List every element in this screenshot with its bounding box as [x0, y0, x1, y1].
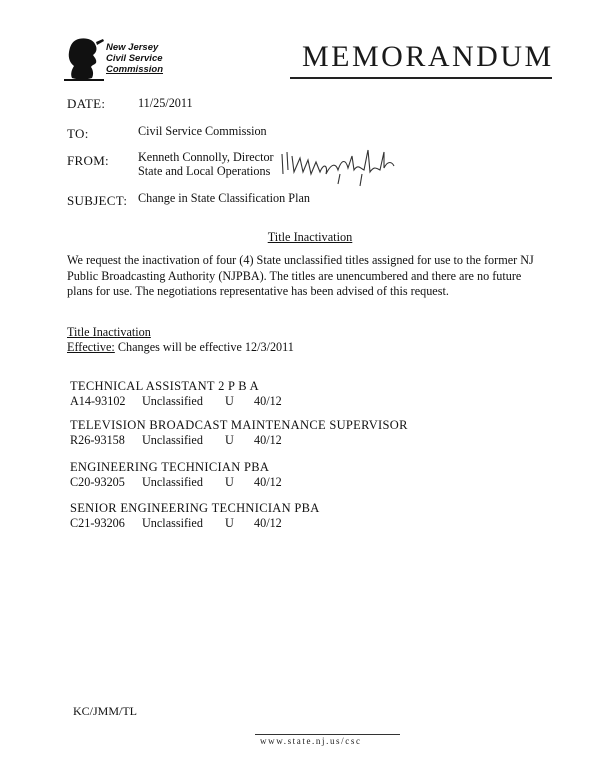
date-label: DATE:	[67, 96, 106, 111]
title-name-4: SENIOR ENGINEERING TECHNICIAN PBA	[70, 501, 320, 515]
title-hours: 40/12	[254, 516, 282, 530]
title-code: C20-93205	[70, 475, 125, 489]
subject-value: Change in State Classification Plan	[138, 191, 310, 205]
author-initials: KC/JMM/TL	[73, 704, 138, 718]
title-type: U	[225, 516, 234, 530]
from-line-2: State and Local Operations	[138, 164, 271, 178]
title-type: U	[225, 475, 234, 489]
title-name-3: ENGINEERING TECHNICIAN PBA	[70, 460, 270, 474]
title-name-1: TECHNICAL ASSISTANT 2 P B A	[70, 379, 259, 393]
to-value: Civil Service Commission	[138, 124, 267, 138]
effective-heading: Title Inactivation	[67, 325, 151, 339]
document-title: MEMORANDUM	[302, 40, 554, 73]
title-class: Unclassified	[142, 394, 203, 408]
from-line-1: Kenneth Connolly, Director	[138, 150, 274, 164]
title-name-2: TELEVISION BROADCAST MAINTENANCE SUPERVISOR	[70, 418, 408, 432]
logo-line-3: Commission	[106, 64, 164, 75]
effective-text: Changes will be effective 12/3/2011	[117, 340, 294, 354]
effective-label: Effective:	[67, 340, 115, 354]
date-value: 11/25/2011	[138, 96, 193, 110]
request-paragraph: We request the inactivation of four (4) State unclassified titles assigned for use to the former NJ Public Broadcasting Authority (NJPBA). The titles are unencumbered and there are no future plans for use. The negotiations representative has been advised of this request.	[67, 253, 534, 298]
title-rule	[290, 77, 552, 79]
agency-logo	[62, 36, 182, 82]
logo-silhouette-icon	[62, 36, 106, 82]
from-label: FROM:	[67, 153, 109, 168]
logo-wordmark	[106, 42, 163, 75]
title-class: Unclassified	[142, 516, 203, 530]
effective-line	[67, 340, 294, 355]
title-class: Unclassified	[142, 475, 203, 489]
title-type: U	[225, 433, 234, 447]
logo-line-2: Civil Service	[106, 53, 163, 64]
section-title: Title Inactivation	[267, 230, 353, 244]
title-type: U	[225, 394, 234, 408]
footer-url: www.state.nj.us/csc	[260, 736, 362, 746]
signature-icon	[280, 140, 400, 188]
title-hours: 40/12	[254, 394, 282, 408]
logo-line-1: New Jersey	[106, 42, 159, 53]
title-hours: 40/12	[254, 475, 282, 489]
title-hours: 40/12	[254, 433, 282, 447]
to-label: TO:	[67, 126, 89, 141]
title-code: R26-93158	[70, 433, 125, 447]
footer-rule	[255, 734, 400, 735]
subject-label: SUBJECT:	[67, 193, 128, 208]
title-class: Unclassified	[142, 433, 203, 447]
title-code: C21-93206	[70, 516, 125, 530]
title-code: A14-93102	[70, 394, 126, 408]
